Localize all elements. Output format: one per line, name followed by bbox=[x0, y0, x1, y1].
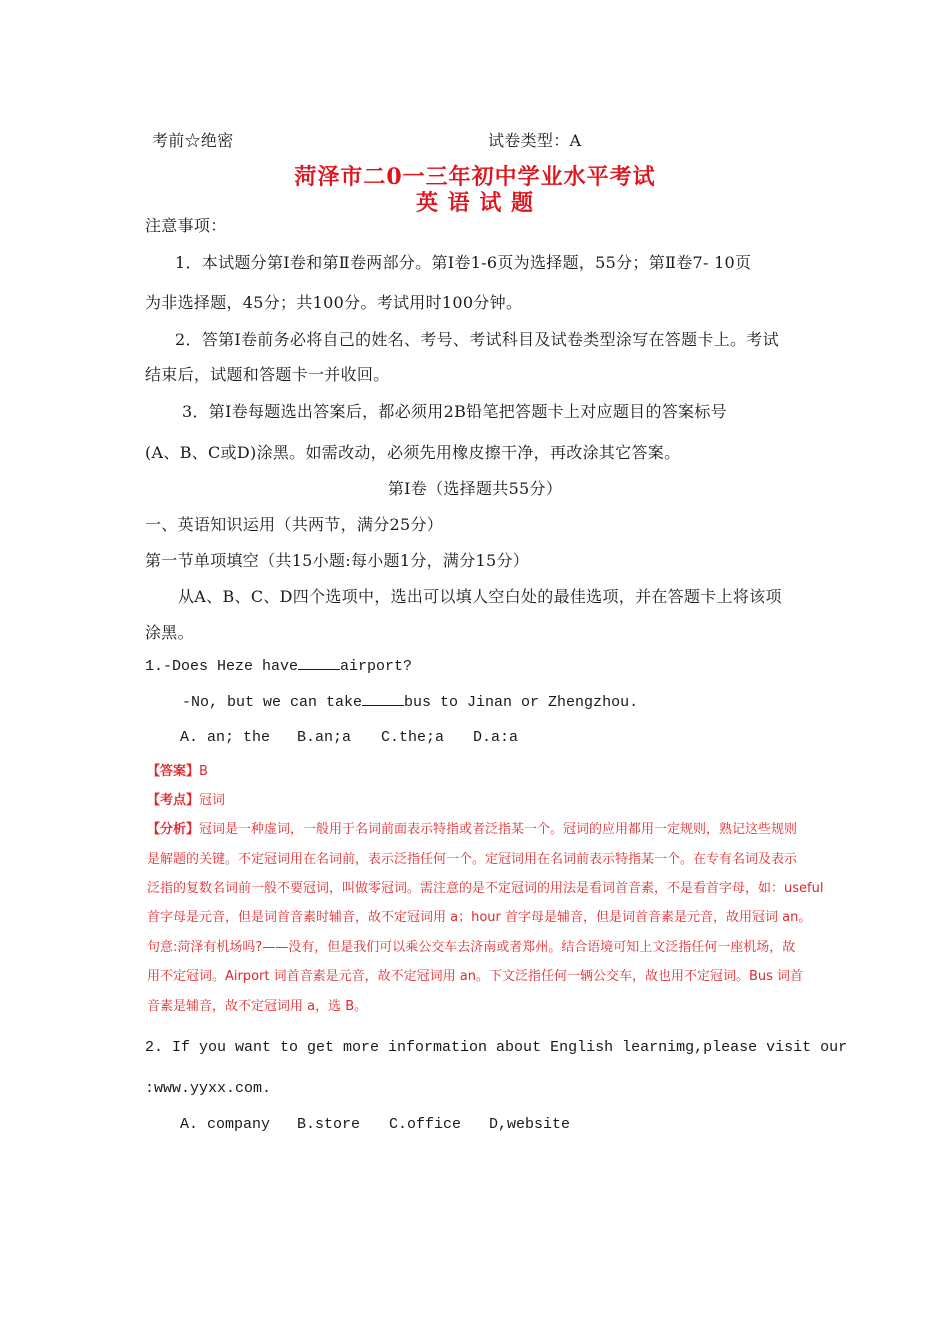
analysis-line-5: 句意:菏泽有机场吗?——没有，但是我们可以乘公交车去济南或者郑州。结合语境可知上文泛指任何一座机场，故 bbox=[147, 940, 796, 955]
answer-value: B bbox=[199, 764, 208, 779]
point-value: 冠词 bbox=[199, 793, 226, 808]
note-2-line-2: 结束后，试题和答题卡一并收回。 bbox=[145, 365, 390, 384]
paper-type-label: 试卷类型：A bbox=[488, 131, 582, 150]
question-1-options bbox=[180, 729, 518, 746]
confidential-label: 考前☆绝密 bbox=[152, 131, 234, 150]
analysis-label: 【分析】 bbox=[147, 822, 200, 837]
option-b: B.store bbox=[297, 1116, 361, 1133]
option-a: A. an; the bbox=[180, 729, 271, 746]
question-1-reply-end: bus to Jinan or Zhengzhou. bbox=[404, 694, 639, 711]
note-2-line-1: 2．答第Ⅰ卷前务必将自己的姓名、考号、考试科目及试卷类型涂写在答题卡上。考试 bbox=[175, 330, 779, 349]
exam-subtitle: 英 语 试 题 bbox=[416, 190, 534, 216]
analysis-line-7: 音素是辅音，故不定冠词用 a，选 B。 bbox=[147, 999, 368, 1014]
instruction-line-1: 从A、B、C、D四个选项中，选出可以填人空白处的最佳选项，并在答题卡上将该项 bbox=[178, 587, 782, 606]
analysis-line-3: 泛指的复数名词前一般不要冠词，叫做零冠词。需注意的是不定冠词的用法是看词首音素，不是看首字母，如：useful bbox=[147, 881, 824, 896]
option-c: C.the;a bbox=[381, 729, 445, 746]
answer-label: 【答案】 bbox=[147, 764, 200, 779]
note-3-line-1: 3．第Ⅰ卷每题选出答案后，都必须用2B铅笔把答题卡上对应题目的答案标号 bbox=[182, 402, 727, 421]
question-1-line-1 bbox=[145, 657, 412, 675]
question-2-line-1: 2. If you want to get more information about English learnimg,please visit our bbox=[145, 1039, 848, 1056]
subsection-heading: 第一节单项填空（共15小题:每小题1分，满分15分） bbox=[145, 551, 530, 570]
note-1-line-1: 1．本试题分第Ⅰ卷和第Ⅱ卷两部分。第Ⅰ卷1-6页为选择题，55分；第Ⅱ卷7- 10页 bbox=[175, 253, 752, 272]
note-3-line-2: (A、B、C或D)涂黑。如需改动，必须先用橡皮擦干净，再改涂其它答案。 bbox=[145, 443, 681, 462]
analysis-line-2: 是解题的关键。不定冠词用在名词前，表示泛指任何一个。定冠词用在名词前表示特指某一个。在专有名词及表示 bbox=[147, 852, 798, 867]
analysis-line-1 bbox=[147, 818, 797, 837]
option-d: D,website bbox=[489, 1116, 571, 1133]
question-2-options bbox=[180, 1116, 570, 1133]
answer-blank bbox=[362, 693, 404, 706]
exam-title: 菏泽市二0一三年初中学业水平考试 bbox=[294, 164, 656, 190]
question-1-stem-end: airport? bbox=[340, 658, 413, 675]
volume-heading: 第Ⅰ卷（选择题共55分） bbox=[387, 479, 563, 498]
point-label: 【考点】 bbox=[147, 793, 200, 808]
analysis-line-6: 用不定冠词。Airport 词首音素是元音，故不定冠词用 an。下文泛指任何一辆公交车，故也用不定冠词。Bus 词首 bbox=[147, 969, 804, 984]
option-a: A. company bbox=[180, 1116, 271, 1133]
point-row bbox=[147, 789, 225, 808]
answer-row bbox=[147, 760, 208, 779]
question-1-stem: 1.-Does Heze have bbox=[145, 658, 299, 675]
notes-heading: 注意事项： bbox=[145, 216, 227, 235]
question-1-reply: -No, but we can take bbox=[182, 694, 363, 711]
question-1-line-2 bbox=[182, 693, 638, 711]
analysis-text: 冠词是一种虚词，一般用于名词前面表示特指或者泛指某一个。冠词的应用都用一定规则，熟记这些规则 bbox=[199, 822, 798, 837]
analysis-line-4: 首字母是元音，但是词首音素时辅音，故不定冠词用 a；hour 首字母是辅音，但是词首音素是元音，故用冠词 an。 bbox=[147, 910, 812, 925]
option-b: B.an;a bbox=[297, 729, 352, 746]
question-2-line-2: :www.yyxx.com. bbox=[145, 1080, 272, 1097]
note-1-line-2: 为非选择题，45分；共100分。考试用时100分钟。 bbox=[145, 293, 523, 312]
instruction-line-2: 涂黑。 bbox=[145, 623, 194, 642]
option-d: D.a:a bbox=[473, 729, 519, 746]
answer-blank bbox=[298, 657, 340, 670]
part-heading: 一、英语知识运用（共两节，满分25分） bbox=[145, 515, 444, 534]
option-c: C.office bbox=[389, 1116, 462, 1133]
